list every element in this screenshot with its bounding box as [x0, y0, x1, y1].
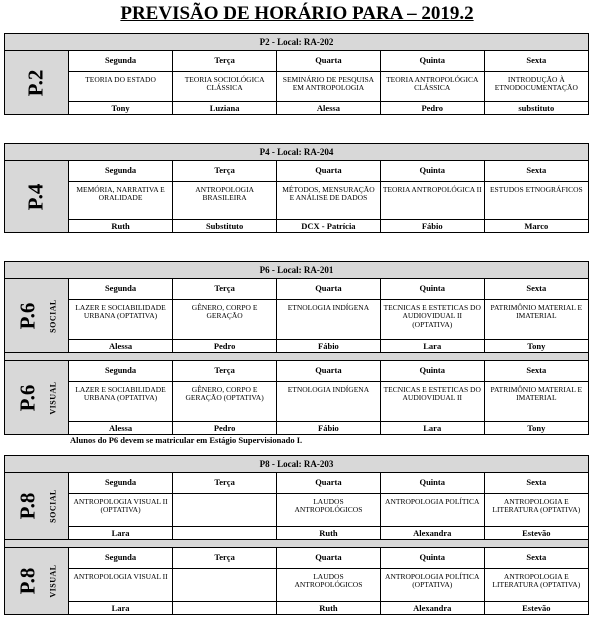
professor-cell: Fábio: [380, 219, 484, 232]
block-header: P4 - Local: RA-204: [5, 144, 588, 161]
track-tag: VISUAL: [48, 564, 58, 598]
period-code: P.4: [23, 183, 48, 210]
day-header: Terça: [173, 51, 277, 71]
course-cell: TECNICAS E ESTETICAS DO AUDIOVIDUAL II (OPTATIVA): [380, 299, 484, 339]
professor-cell: substituto: [518, 102, 555, 113]
enrollment-note: Alunos do P6 devem se matricular em Estágio Supervisionado I.: [70, 435, 303, 445]
professor-cell: Lara: [69, 526, 173, 539]
day-header: Sexta: [484, 51, 588, 71]
schedule-row-p6-visual: [5, 361, 588, 434]
day-header: Sexta: [484, 361, 588, 381]
course-cell: [173, 568, 277, 601]
course-cell: TEORIA ANTROPOLÓGICA CLÁSSICA: [380, 71, 484, 101]
period-label: [5, 279, 69, 352]
professor-cell: [173, 526, 277, 539]
course-cell: ETNOLOGIA INDÍGENA: [277, 299, 381, 339]
period-label: [5, 361, 69, 434]
professor-cell: Marco: [524, 220, 549, 231]
prof-row: [69, 219, 588, 232]
day-header: Terça: [173, 161, 277, 181]
professor-cell: Tony: [69, 101, 173, 114]
track-tag: SOCIAL: [48, 298, 58, 333]
period-code: P.8: [15, 567, 40, 595]
course-cell: ANTROPOLOGIA BRASILEIRA: [173, 181, 277, 219]
day-header: Quarta: [277, 161, 381, 181]
schedule-row-p8-social: [5, 473, 588, 539]
day-header: Quinta: [380, 279, 484, 299]
prof-row: [69, 101, 588, 114]
day-header: Sexta: [484, 548, 588, 568]
professor-cell: Pedro: [380, 101, 484, 114]
block-separator: [5, 539, 588, 548]
day-header: Sexta: [484, 279, 588, 299]
professor-cell: Substituto: [173, 219, 277, 232]
day-header: Terça: [173, 361, 277, 381]
course-cell: LAUDOS ANTROPOLÓGICOS: [277, 568, 381, 601]
course-cell: PATRIMÔNIO MATERIAL E IMATERIAL: [484, 381, 588, 421]
schedule-row-p8-visual: [5, 548, 588, 614]
schedule-block-p2: [4, 33, 589, 115]
day-header: Segunda: [69, 473, 173, 493]
period-label: [5, 473, 69, 539]
course-cell: ANTROPOLOGIA E LITERATURA (OPTATIVA): [484, 568, 588, 601]
professor-cell: Fábio: [277, 421, 381, 434]
schedule-table: [69, 51, 588, 114]
course-row: [69, 71, 588, 101]
day-row: [69, 473, 588, 493]
schedule-table: [69, 548, 588, 614]
day-header: Quinta: [380, 548, 484, 568]
professor-cell: Alessa: [69, 339, 173, 352]
professor-cell: Pedro: [173, 421, 277, 434]
course-cell: ANTROPOLOGIA POLÍTICA (OPTATIVA): [380, 568, 484, 601]
prof-row: [69, 526, 588, 539]
day-header: Terça: [173, 279, 277, 299]
professor-cell: Estevão: [522, 602, 551, 613]
course-cell: ANTROPOLOGIA VISUAL II: [69, 568, 173, 601]
day-header: Quarta: [277, 548, 381, 568]
course-cell: GÊNERO, CORPO E GERAÇÃO: [173, 299, 277, 339]
day-header: Segunda: [69, 279, 173, 299]
period-label: [5, 51, 69, 114]
course-row: [69, 493, 588, 526]
course-cell: MÉTODOS, MENSURAÇÃO E ANÁLISE DE DADOS: [277, 181, 381, 219]
day-header: Quinta: [380, 361, 484, 381]
professor-cell: Alexandra: [380, 601, 484, 614]
course-cell: ANTROPOLOGIA POLÍTICA: [380, 493, 484, 526]
course-cell: INTRODUÇÃO À ETNODOCUMENTAÇÃO: [484, 71, 588, 101]
course-cell: MEMÓRIA, NARRATIVA E ORALIDADE: [69, 181, 173, 219]
professor-cell: Fábio: [277, 339, 381, 352]
schedule-row-p6-social: [5, 279, 588, 352]
schedule-row-p2: [5, 51, 588, 114]
professor-cell: Alessa: [277, 101, 381, 114]
course-cell: TECNICAS E ESTETICAS DO AUDIOVIDUAL II: [380, 381, 484, 421]
day-header: Quinta: [380, 51, 484, 71]
track-tag: VISUAL: [48, 380, 58, 415]
professor-cell: Ruth: [69, 219, 173, 232]
course-cell: LAZER E SOCIABILIDADE URBANA (OPTATIVA): [69, 381, 173, 421]
professor-cell: Lara: [69, 601, 173, 614]
day-header: Quarta: [277, 361, 381, 381]
schedule-table: [69, 473, 588, 539]
professor-cell: Alexandra: [380, 526, 484, 539]
course-row: [69, 568, 588, 601]
schedule-block-p4: [4, 143, 589, 233]
day-header: Quarta: [277, 279, 381, 299]
day-row: [69, 548, 588, 568]
day-header: Terça: [173, 473, 277, 493]
course-cell: ANTROPOLOGIA E LITERATURA (OPTATIVA): [484, 493, 588, 526]
course-cell: LAUDOS ANTROPOLÓGICOS: [277, 493, 381, 526]
prof-row: [69, 339, 588, 352]
day-row: [69, 279, 588, 299]
course-cell: TEORIA DO ESTADO: [69, 71, 173, 101]
block-header: P8 - Local: RA-203: [5, 456, 588, 473]
schedule-block-p6: [4, 261, 589, 435]
course-row: [69, 181, 588, 219]
day-row: [69, 361, 588, 381]
course-cell: LAZER E SOCIABILIDADE URBANA (OPTATIVA): [69, 299, 173, 339]
course-cell: SEMINÁRIO DE PESQUISA EM ANTROPOLOGIA: [277, 71, 381, 101]
page-title: PREVISÃO DE HORÁRIO PARA – 2019.2: [120, 3, 474, 24]
course-cell: GÊNERO, CORPO E GERAÇÃO (OPTATIVA): [173, 381, 277, 421]
schedule-table: [69, 361, 588, 434]
day-header: Segunda: [69, 548, 173, 568]
day-header: Quarta: [277, 51, 381, 71]
day-header: Sexta: [484, 161, 588, 181]
prof-row: [69, 601, 588, 614]
professor-cell: [173, 601, 277, 614]
professor-cell: Ruth: [277, 526, 381, 539]
course-row: [69, 299, 588, 339]
day-header: Sexta: [484, 473, 588, 493]
day-header: Quinta: [380, 161, 484, 181]
course-cell: ANTROPOLOGIA VISUAL II (OPTATIVA): [69, 493, 173, 526]
period-code: P.6: [15, 302, 40, 329]
professor-cell: Lara: [380, 421, 484, 434]
professor-cell: Luziana: [173, 101, 277, 114]
track-tag: SOCIAL: [48, 489, 58, 523]
day-header: Quarta: [277, 473, 381, 493]
block-header: P6 - Local: RA-201: [5, 262, 588, 279]
day-header: Segunda: [69, 51, 173, 71]
professor-cell: Estevão: [522, 527, 551, 538]
period-code: P.2: [23, 69, 48, 96]
professor-cell: Lara: [380, 339, 484, 352]
professor-cell: Pedro: [173, 339, 277, 352]
day-header: Segunda: [69, 361, 173, 381]
course-row: [69, 381, 588, 421]
day-header: Segunda: [69, 161, 173, 181]
course-cell: TEORIA ANTROPOLÓGICA II: [380, 181, 484, 219]
professor-cell: Ruth: [277, 601, 381, 614]
schedule-table: [69, 161, 588, 232]
day-header: Terça: [173, 548, 277, 568]
block-separator: [5, 352, 588, 361]
period-label: [5, 548, 69, 614]
period-code: P.6: [15, 384, 40, 411]
day-row: [69, 161, 588, 181]
professor-cell: Tony: [527, 340, 546, 351]
period-code: P.8: [15, 492, 40, 520]
professor-cell: Tony: [527, 422, 546, 433]
schedule-block-p8: [4, 455, 589, 615]
course-cell: [173, 493, 277, 526]
professor-cell: DCX - Patrícia: [277, 219, 381, 232]
course-cell: TEORIA SOCIOLÓGICA CLÁSSICA: [173, 71, 277, 101]
day-header: Quinta: [380, 473, 484, 493]
period-label: [5, 161, 69, 232]
prof-row: [69, 421, 588, 434]
course-cell: ETNOLOGIA INDÍGENA: [277, 381, 381, 421]
professor-cell: Alessa: [69, 421, 173, 434]
block-header: P2 - Local: RA-202: [5, 34, 588, 51]
schedule-table: [69, 279, 588, 352]
day-row: [69, 51, 588, 71]
course-cell: ESTUDOS ETNOGRÁFICOS: [484, 181, 588, 219]
course-cell: PATRIMÔNIO MATERIAL E IMATERIAL: [484, 299, 588, 339]
schedule-row-p4: [5, 161, 588, 232]
